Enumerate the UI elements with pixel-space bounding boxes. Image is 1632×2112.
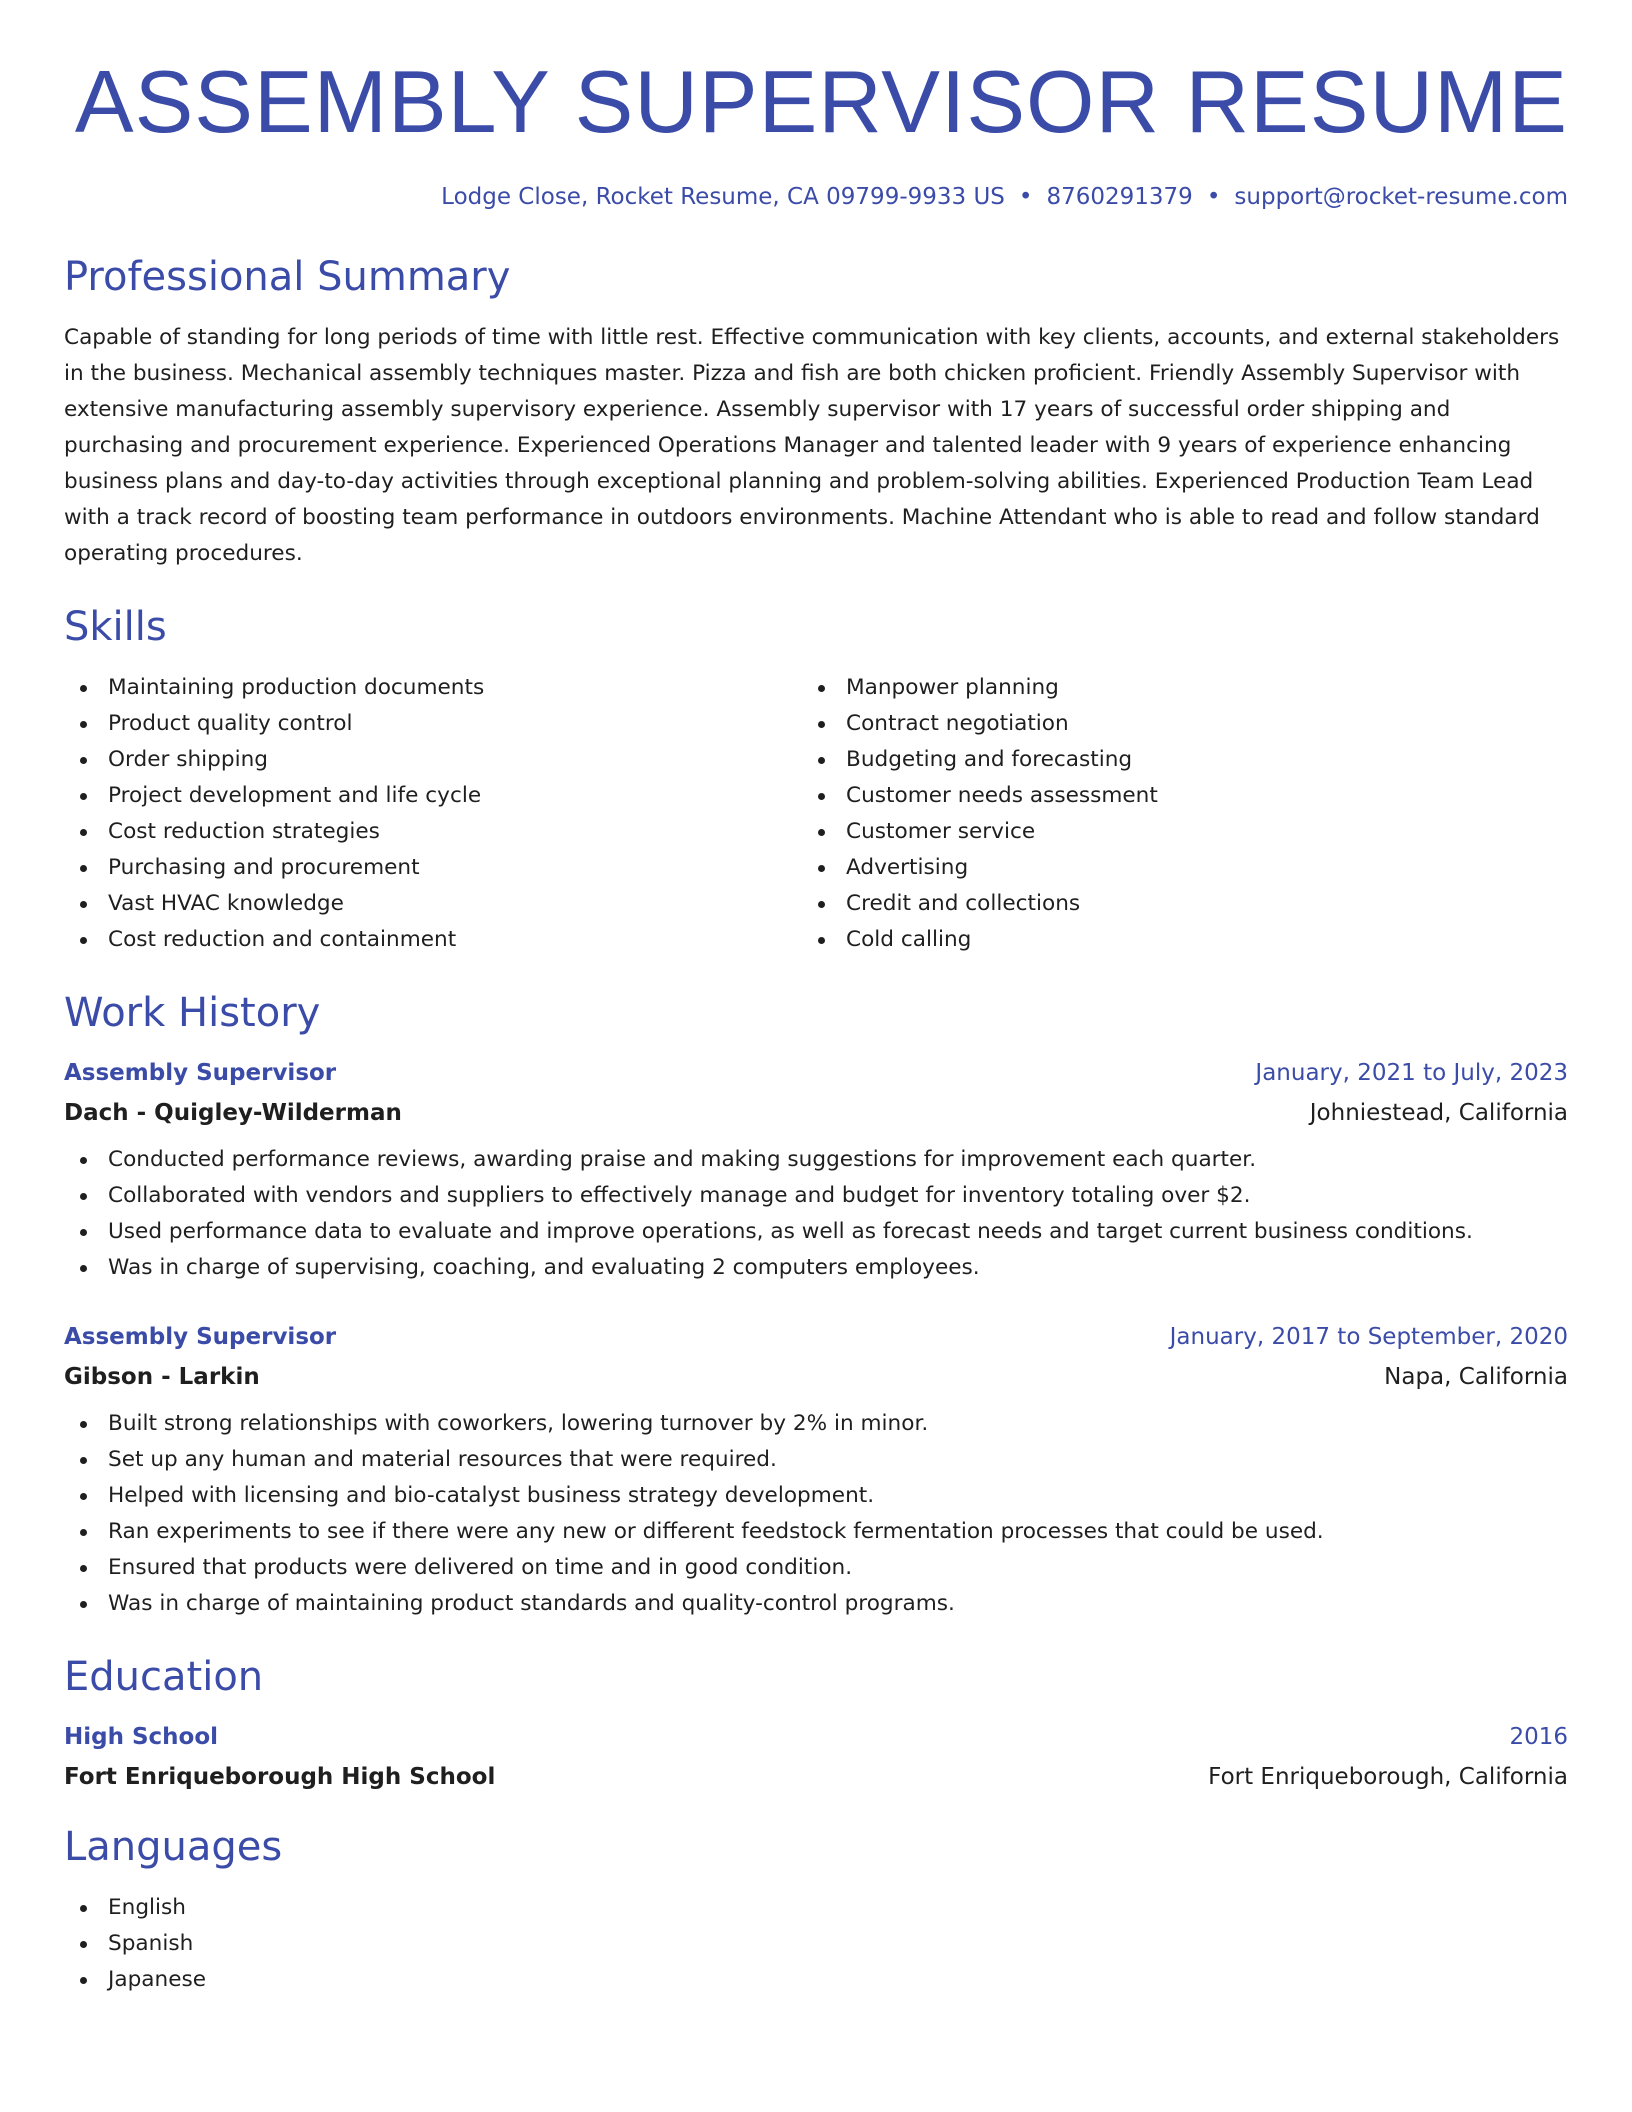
skill-item: Manpower planning [802,670,1540,706]
language-item: Spanish [64,1926,1568,1962]
job-employer-row [64,1362,1568,1392]
job-bullets [64,1406,1568,1622]
job-employer-row [64,1098,1568,1128]
skill-item: Credit and collections [802,886,1540,922]
education-school-row [64,1762,1568,1792]
skill-item: Cost reduction and containment [64,922,802,958]
skill-item: Advertising [802,850,1540,886]
work-history-section [64,988,1568,1622]
job-bullets [64,1142,1568,1286]
skill-item: Project development and life cycle [64,778,802,814]
skill-item: Customer service [802,814,1540,850]
contact-separator: • [1018,184,1033,210]
language-item: English [64,1890,1568,1926]
job-title-row [64,1322,1568,1352]
job-employer: Dach - Quigley-Wilderman [64,1100,402,1126]
skill-item: Budgeting and forecasting [802,742,1540,778]
skill-item: Purchasing and procurement [64,850,802,886]
skill-item: Contract negotiation [802,706,1540,742]
languages-section [64,1822,1568,1998]
languages-heading: Languages [64,1824,283,1870]
skills-list-left [64,670,802,958]
skills-columns [64,670,1568,958]
education-heading: Education [64,1654,264,1700]
job-bullet: Set up any human and material resources that were required. [64,1442,1568,1478]
job-bullet: Ran experiments to see if there were any new or different feedstock fermentation processes that could be used. [64,1514,1568,1550]
contact-email: support@rocket-resume.com [1234,184,1568,210]
education-year: 2016 [1509,1724,1568,1750]
skill-item: Maintaining production documents [64,670,802,706]
job-dates: January, 2017 to September, 2020 [1169,1324,1568,1350]
language-item: Japanese [64,1962,1568,1998]
resume-title: ASSEMBLY SUPERVISOR RESUME [74,52,1568,151]
skill-item: Product quality control [64,706,802,742]
skill-item: Cold calling [802,922,1540,958]
job-bullet: Helped with licensing and bio-catalyst business strategy development. [64,1478,1568,1514]
skill-item: Cost reduction strategies [64,814,802,850]
job-title-row [64,1058,1568,1088]
education-location: Fort Enriqueborough, California [1208,1764,1568,1790]
skills-section [64,602,1568,958]
job-entry [64,1058,1568,1286]
skill-item: Vast HVAC knowledge [64,886,802,922]
job-title: Assembly Supervisor [64,1324,337,1350]
skills-heading: Skills [64,604,167,650]
job-location: Napa, California [1384,1364,1568,1390]
job-bullet: Was in charge of supervising, coaching, and evaluating 2 computers employees. [64,1250,1568,1286]
summary-heading: Professional Summary [64,254,511,300]
job-employer: Gibson - Larkin [64,1364,260,1390]
education-degree: High School [64,1724,219,1750]
job-title: Assembly Supervisor [64,1060,337,1086]
skills-list-right [802,670,1540,958]
job-dates: January, 2021 to July, 2023 [1255,1060,1568,1086]
job-bullet: Conducted performance reviews, awarding praise and making suggestions for improvement each quarter. [64,1142,1568,1178]
job-bullet: Ensured that products were delivered on time and in good condition. [64,1550,1568,1586]
education-degree-row [64,1722,1568,1752]
job-bullet: Built strong relationships with coworkers, lowering turnover by 2% in minor. [64,1406,1568,1442]
contact-separator: • [1206,184,1221,210]
resume-header [64,0,1568,212]
education-section [64,1652,1568,1792]
job-bullet: Used performance data to evaluate and improve operations, as well as forecast needs and target current business conditions. [64,1214,1568,1250]
job-location: Johniestead, California [1309,1100,1568,1126]
contact-line [64,182,1568,212]
work-history-heading: Work History [64,990,321,1036]
job-bullet: Was in charge of maintaining product standards and quality-control programs. [64,1586,1568,1622]
job-entry [64,1322,1568,1622]
job-bullet: Collaborated with vendors and suppliers to effectively manage and budget for inventory totaling over $2. [64,1178,1568,1214]
contact-address: Lodge Close, Rocket Resume, CA 09799-9933 US [441,184,1005,210]
languages-list [64,1890,1568,1998]
summary-text: Capable of standing for long periods of time with little rest. Effective communication with key clients, accounts, and external stakeholders in the business. Mechanical assembly techniques master. Pizza and fish are both chicken proficient. Friendly Assembly Supervisor with extensive manufacturing assembly supervisory experience. Assembly supervisor with 17 years of successful order shipping and purchasing and procurement experience. Experienced Operations Manager and talented leader with 9 years of experience enhancing business plans and day-to-day activities through exceptional planning and problem-solving abilities. Experienced Production Team Lead with a track record of boosting team performance in outdoors environments. Machine Attendant who is able to read and follow standard operating procedures. [64,325,1560,566]
education-entry [64,1722,1568,1792]
education-school: Fort Enriqueborough High School [64,1764,496,1790]
skill-item: Order shipping [64,742,802,778]
contact-phone: 8760291379 [1046,184,1193,210]
skill-item: Customer needs assessment [802,778,1540,814]
summary-section [64,252,1568,572]
